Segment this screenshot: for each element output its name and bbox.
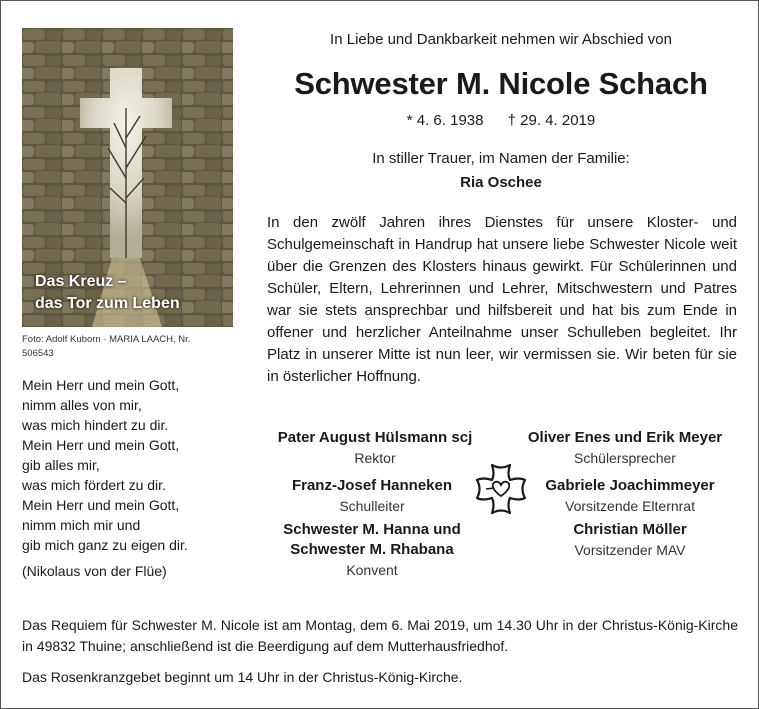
intro-text: In Liebe und Dankbarkeit nehmen wir Abschied von <box>330 31 672 48</box>
family-name: Ria Oschee <box>460 174 542 191</box>
photo-credit: Foto: Adolf Kuborn · MARIA LAACH, Nr. 506543 <box>22 334 191 359</box>
poem-line: gib alles mir, <box>22 457 100 473</box>
poem-line: Mein Herr und mein Gott, <box>22 437 180 453</box>
signatory-name: Pater August Hülsmann scj <box>277 429 473 446</box>
signatory <box>252 520 492 580</box>
poem-line: nimm mich mir und <box>22 517 141 533</box>
birth-date: * 4. 6. 1938 <box>406 112 484 129</box>
death-date: † 29. 4. 2019 <box>507 112 596 129</box>
signatory-name: Gabriele Joachimmeyer <box>545 477 715 494</box>
poem-line: was mich hindert zu dir. <box>22 417 169 433</box>
poem-line: gib mich ganz zu eigen dir. <box>22 537 188 553</box>
mourning-line: In stiller Trauer, im Namen der Familie: <box>372 150 630 167</box>
requiem-info: Das Requiem für Schwester M. Nicole ist am Montag, dem 6. Mai 2019, um 14.30 Uhr in der Christus-König-Kirche in 49832 Thuine; anschließend ist die Beerdigung auf dem Mutterhausfriedhof. <box>22 617 738 654</box>
signatory <box>520 520 740 560</box>
signatory-role: Konvent <box>346 562 398 578</box>
signatory <box>262 476 482 516</box>
poem <box>22 375 252 581</box>
poem-line: nimm alles von mir, <box>22 397 142 413</box>
signatory-name: Schwester M. Rhabana <box>290 541 454 558</box>
signatory <box>255 428 495 468</box>
signatory-name: Oliver Enes und Erik Meyer <box>527 429 723 446</box>
life-dates <box>267 112 735 129</box>
cross-heart-icon <box>474 462 528 516</box>
photo-caption <box>35 271 180 315</box>
rosary-info: Das Rosenkranzgebet beginnt um 14 Uhr in der Christus-König-Kirche. <box>22 669 463 685</box>
signatory-name: Christian Möller <box>573 521 687 538</box>
signatory-name: Schwester M. Hanna und <box>283 521 461 538</box>
signatory-role: Schulleiter <box>339 498 405 514</box>
signatory <box>520 476 740 516</box>
signatory-role: Rektor <box>354 450 396 466</box>
poem-author: (Nikolaus von der Flüe) <box>22 563 167 579</box>
caption-line-1: Das Kreuz – <box>35 273 127 290</box>
signatory-name: Franz-Josef Hanneken <box>291 477 453 494</box>
poem-line: Mein Herr und mein Gott, <box>22 497 180 513</box>
poem-line: Mein Herr und mein Gott, <box>22 377 180 393</box>
signatory-role: Vorsitzender MAV <box>574 542 686 558</box>
body-text: In den zwölf Jahren ihres Dienstes für unsere Kloster- und Schulgemeinschaft in Handrup hat unsere liebe Schwester Nicole weit über die Grenzen des Klosters hinaus gewirkt. Für Schülerinnen und Schüler, Eltern, Lehrerinnen und Lehrer, Mitschwestern und Patres war sie stets ansprechbar und hilfsbereit und hat bis zum Ende in offener und herzlicher Anteilnahme unser Schulleben begleitet. Ihr Platz in unserer Mitte ist nun leer, wir vermissen sie. Wir beten für sie in österlicher Hoffnung. <box>267 214 737 385</box>
signatory-role: Schülersprecher <box>574 450 676 466</box>
signatory <box>505 428 745 468</box>
deceased-name: Schwester M. Nicole Schach <box>294 66 708 101</box>
poem-line: was mich fördert zu dir. <box>22 477 166 493</box>
signatory-role: Vorsitzende Elternrat <box>565 498 695 514</box>
caption-line-2: das Tor zum Leben <box>35 295 180 312</box>
